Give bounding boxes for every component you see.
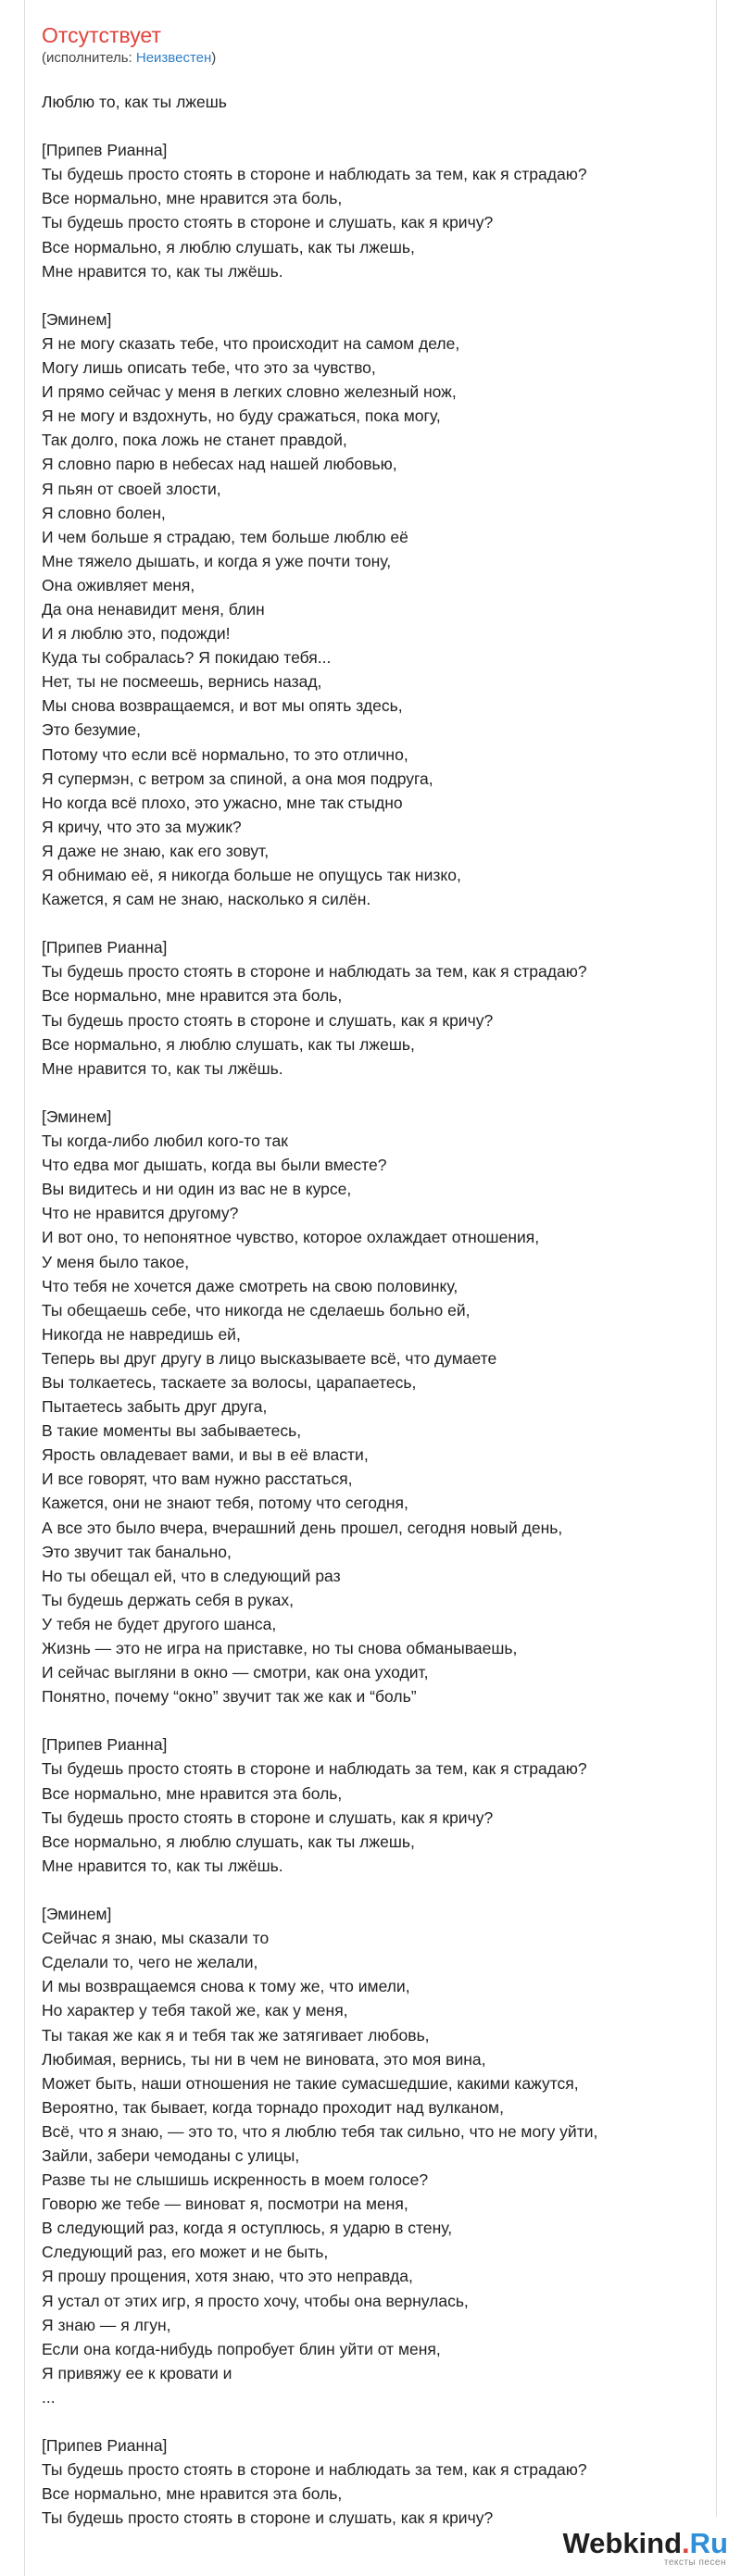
lyric-line: Я знаю — я лгун,	[42, 2315, 171, 2334]
logo-text-webkind: Webkind	[562, 2527, 683, 2559]
lyric-line: Если она когда-нибудь попробует блин уйти от меня,	[42, 2339, 441, 2358]
logo-text-dot: .	[682, 2527, 690, 2559]
lyric-line: Я словно болен,	[42, 503, 166, 522]
lyric-line: Мы снова возвращаемся, и вот мы опять здесь,	[42, 696, 403, 716]
lyrics-body	[25, 68, 716, 2530]
artist-link[interactable]: Неизвестен	[135, 50, 212, 66]
lyric-blank-line	[42, 114, 699, 138]
artist-suffix: )	[211, 50, 217, 66]
lyric-line: Ты будешь просто стоять в стороне и наблюдать за тем, как я страдаю?	[42, 2460, 587, 2480]
lyric-line: Я устал от этих игр, я просто хочу, чтобы она вернулась,	[42, 2291, 469, 2310]
lyric-line: Понятно, почему “окно” звучит так же как и “боль”	[42, 1687, 417, 1707]
lyric-line: Зайли, забери чемоданы с улицы,	[42, 2145, 300, 2165]
site-logo-subtitle: тексты песен	[663, 2557, 726, 2568]
lyric-line: Теперь вы друг другу в лицо высказываете всё, что думаете	[42, 1348, 497, 1368]
lyric-line: И все говорят, что вам нужно расстаться,	[42, 1469, 353, 1489]
lyric-line: Да она ненавидит меня, блин	[42, 599, 265, 619]
lyric-line: Ты будешь просто стоять в стороне и слушать, как я кричу?	[42, 213, 494, 232]
lyric-section-heading: [Припев Рианна]	[42, 1735, 168, 1755]
lyric-line: ...	[42, 2387, 56, 2407]
lyric-line: Это звучит так банально,	[42, 1542, 232, 1561]
lyric-blank-line	[42, 1081, 699, 1105]
lyric-line: Потому что если всё нормально, то это отлично,	[42, 744, 408, 764]
lyric-blank-line	[42, 283, 699, 307]
lyric-section-heading: [Эминем]	[42, 309, 112, 329]
lyric-line: И мы возвращаемся снова к тому же, что имели,	[42, 1977, 410, 1996]
lyric-line: Все нормально, мне нравится эта боль,	[42, 2484, 343, 2504]
lyric-blank-line	[42, 1878, 699, 1902]
lyric-line: Кажется, я сам не знаю, насколько я силён.	[42, 890, 371, 909]
lyric-line: Ты будешь просто стоять в стороне и наблюдать за тем, как я страдаю?	[42, 962, 587, 982]
lyric-line: Я пьян от своей злости,	[42, 479, 221, 498]
lyric-line: Может быть, наши отношения не такие сумасшедшие, какими кажутся,	[42, 2073, 579, 2093]
lyric-line: Следующий раз, его может и не быть,	[42, 2243, 329, 2262]
artist-prefix: (исполнитель:	[42, 50, 136, 66]
lyric-section-heading: [Эминем]	[42, 1107, 112, 1126]
lyric-line: Любимая, вернись, ты ни в чем не виновата, это моя вина,	[42, 2049, 486, 2069]
lyric-line: Вы толкаетесь, таскаете за волосы, царапаетесь,	[42, 1372, 417, 1392]
lyric-line: Нет, ты не посмеешь, вернись назад,	[42, 672, 322, 692]
lyric-line: Я обнимаю её, я никогда больше не опущусь так низко,	[42, 866, 461, 884]
lyric-line: Ты такая же как я и тебя так же затягивает любовь,	[42, 2025, 430, 2045]
lyric-line: Все нормально, я люблю слушать, как ты лжешь,	[42, 1034, 415, 1054]
lyric-line: Ярость овладевает вами, и вы в её власти,	[42, 1445, 369, 1465]
lyric-line: Сейчас я знаю, мы сказали то	[42, 1929, 270, 1948]
lyric-blank-line	[42, 2409, 699, 2433]
lyric-line: Мне нравится то, как ты лжёшь.	[42, 1856, 283, 1875]
lyric-line: Все нормально, мне нравится эта боль,	[42, 986, 343, 1006]
site-logo[interactable]	[534, 2517, 732, 2576]
lyric-line: Я прошу прощения, хотя знаю, что это неправда,	[42, 2267, 413, 2286]
site-logo-name	[534, 2528, 728, 2559]
lyric-line: Это безумие,	[42, 720, 141, 740]
song-header	[25, 0, 716, 68]
lyrics-sheet	[24, 0, 717, 2576]
lyric-blank-line	[42, 1708, 699, 1732]
lyric-line: Люблю то, как ты лжешь	[42, 93, 227, 111]
lyric-line: Мне тяжело дышать, и когда я уже почти тону,	[42, 551, 392, 570]
lyric-line: Могу лишь описать тебе, что это за чувство,	[42, 358, 376, 378]
lyric-line: В такие моменты вы забываетесь,	[42, 1421, 302, 1441]
lyric-line: Я даже не знаю, как его зовут,	[42, 841, 270, 860]
song-title: Отсутствует	[42, 23, 161, 47]
lyric-line: Но характер у тебя такой же, как у меня,	[42, 2001, 348, 2020]
lyric-line: Всё, что я знаю, — это то, что я люблю тебя так сильно, что не могу уйти,	[42, 2121, 598, 2141]
lyric-section-heading: [Припев Рианна]	[42, 2436, 168, 2456]
lyric-line: Я кричу, что это за мужик?	[42, 817, 242, 836]
lyric-line: И вот оно, то непонятное чувство, которое охлаждает отношения,	[42, 1228, 540, 1247]
lyric-line: Я словно парю в небесах над нашей любовью,	[42, 455, 397, 474]
lyric-line: Ты будешь просто стоять в стороне и наблюдать за тем, как я страдаю?	[42, 1759, 587, 1779]
lyric-line: Разве ты не слышишь искренность в моем голосе?	[42, 2170, 429, 2190]
lyric-line: У тебя не будет другого шанса,	[42, 1614, 277, 1633]
lyric-line: И чем больше я страдаю, тем больше люблю её	[42, 527, 408, 546]
lyric-blank-line	[42, 911, 699, 935]
lyric-line: Так долго, пока ложь не станет правдой,	[42, 431, 347, 450]
lyric-line: Ты будешь просто стоять в стороне и слушать, как я кричу?	[42, 1010, 494, 1030]
lyric-line: Никогда не навредишь ей,	[42, 1324, 241, 1344]
lyric-line: Говорю же тебе — виноват я, посмотри на меня,	[42, 2195, 408, 2214]
lyric-line: Я не могу сказать тебе, что происходит на самом деле,	[42, 333, 460, 353]
lyric-line: Она оживляет меня,	[42, 575, 195, 594]
lyric-line: Все нормально, я люблю слушать, как ты лжешь,	[42, 237, 415, 256]
lyric-line: И сейчас выгляни в окно — смотри, как она уходит,	[42, 1663, 429, 1682]
lyric-section-heading: [Припев Рианна]	[42, 141, 168, 160]
lyric-line: Ты когда-либо любил кого-то так	[42, 1132, 288, 1151]
lyric-line: Что едва мог дышать, когда вы были вместе?	[42, 1156, 387, 1175]
lyric-line: Ты будешь просто стоять в стороне и наблюдать за тем, как я страдаю?	[42, 165, 587, 184]
artist-line	[42, 49, 699, 68]
lyric-line: Ты обещаешь себе, что никогда не сделаешь больно ей,	[42, 1300, 471, 1319]
lyric-section-heading: [Эминем]	[42, 1905, 112, 1924]
lyric-line: Куда ты собралась? Я покидаю тебя...	[42, 648, 332, 668]
lyric-line: И я люблю это, подожди!	[42, 624, 231, 644]
lyric-line: Я супермэн, с ветром за спиной, а она моя подруга,	[42, 769, 433, 788]
lyric-line: Сделали то, чего не желали,	[42, 1953, 258, 1972]
lyric-line: Вы видитесь и ни один из вас не в курсе,	[42, 1180, 352, 1199]
lyric-line: Пытаетесь забыть друг друга,	[42, 1397, 268, 1417]
lyric-line: И прямо сейчас у меня в легких словно железный нож,	[42, 382, 457, 402]
lyric-line: Но когда всё плохо, это ужасно, мне так стыдно	[42, 793, 403, 812]
lyric-line: Я привяжу ее к кровати и	[42, 2363, 232, 2382]
lyric-line: Вероятно, так бывает, когда торнадо проходит над вулканом,	[42, 2097, 504, 2117]
lyric-line: Мне нравится то, как ты лжёшь.	[42, 261, 283, 281]
lyric-line: Что тебя не хочется даже смотреть на свою половинку,	[42, 1276, 458, 1295]
lyric-line: У меня было такое,	[42, 1252, 190, 1271]
lyric-line: А все это было вчера, вчерашний день прошел, сегодня новый день,	[42, 1518, 563, 1537]
lyric-line: Я не могу и вздохнуть, но буду сражаться, пока могу,	[42, 406, 441, 426]
lyric-line: Ты будешь держать себя в руках,	[42, 1590, 294, 1609]
lyric-line: В следующий раз, когда я оступлюсь, я ударю в стену,	[42, 2219, 453, 2238]
lyric-line: Что не нравится другому?	[42, 1204, 239, 1223]
lyric-line: Мне нравится то, как ты лжёшь.	[42, 1058, 283, 1078]
lyric-line: Все нормально, я люблю слушать, как ты лжешь,	[42, 1832, 415, 1851]
lyric-line: Ты будешь просто стоять в стороне и слушать, как я кричу?	[42, 2508, 494, 2528]
logo-text-ru: Ru	[689, 2527, 728, 2559]
lyric-section-heading: [Припев Рианна]	[42, 938, 168, 957]
lyric-line: Но ты обещал ей, что в следующий раз	[42, 1566, 341, 1585]
lyric-line: Ты будешь просто стоять в стороне и слушать, как я кричу?	[42, 1807, 494, 1827]
lyric-line: Кажется, они не знают тебя, потому что сегодня,	[42, 1494, 408, 1513]
lyric-line: Жизнь — это не игра на приставке, но ты снова обманываешь,	[42, 1639, 518, 1657]
lyric-line: Все нормально, мне нравится эта боль,	[42, 1783, 343, 1803]
lyric-line: Все нормально, мне нравится эта боль,	[42, 189, 343, 208]
